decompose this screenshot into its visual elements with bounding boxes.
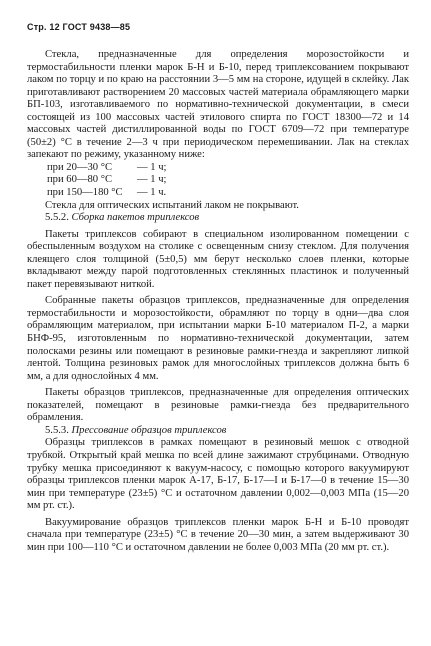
paragraph-framing: Собранные пакеты образцов триплексов, предназначенные для определения термостабильности и морозостойкости, обрамляют по торцу в одни—два слоя обрамляющим материалом, при испытании марки Б-10 материалом П-2, а марки БНФ-95, изготовленным по нормативно-технической документации, затем полосками резины или помещают в резиновые рамки-гнезда и закрепляют липкой лентой. Толщина резиновых рамок для многослойных триплексов должна быть 6 мм, а для однослойных 4 мм. [27, 295, 409, 382]
section-heading-552 [27, 212, 409, 225]
section-title: Сборка пакетов триплексов [71, 212, 200, 224]
standard-code: ГОСТ 9438—85 [62, 22, 131, 32]
bake-mode-row [47, 187, 409, 200]
bake-mode-range: при 150—180 °С [47, 187, 123, 199]
bake-mode-row [47, 174, 409, 187]
document-body [27, 49, 409, 554]
page-number: Стр. 12 [27, 22, 60, 32]
bake-mode-row [47, 162, 409, 175]
paragraph-assembly: Пакеты триплексов собирают в специальном изолированном помещении с обеспыленным воздухом на столике с освещенным снизу стеклом. Для получения клеящего слоя толщиной (5±0,5) мм берут несколько слоев пленки, которые вкладывают между парой подготовленных стеклянных пластинок и полученный пакет перевязывают ниткой. [27, 228, 409, 290]
bake-mode-list [27, 162, 409, 200]
section-heading-553 [27, 425, 409, 438]
paragraph-pressing: Образцы триплексов в рамках помещают в резиновый мешок с отводной трубкой. Открытый край мешка по всей длине зажимают струбцинами. Отводную трубку мешка присоединяют к вакуум-насосу, с помощью которого вакуумируют образцы триплексов пленки марок А-17, Б-17, Б-17—I и Б-17—0 в течение 15—30 мин при температуре (23±5) °С и остаточном давлении 0,002—0,003 МПа (15—20 мм рт. ст.). [27, 437, 409, 512]
paragraph-vacuum: Вакуумирование образцов триплексов пленки марок Б-Н и Б-10 проводят сначала при температуре (23±5) °С в течение 20—30 мин, а затем выдерживают 30 мин при 100—110 °С и остаточном давлении не более 0,003 МПа (20 мм рт. ст.). [27, 516, 409, 553]
bake-mode-range: при 20—30 °С [47, 161, 113, 173]
paragraph-optical-packets: Пакеты образцов триплексов, предназначенные для определения оптических показателей, помещают в резиновые рамки-гнезда без предварительного обрамления. [27, 387, 409, 424]
bake-mode-range: при 60—80 °С [47, 174, 113, 186]
bake-mode-duration: — 1 ч. [137, 187, 167, 199]
page-header [27, 22, 130, 32]
section-number: 5.5.3. [45, 424, 69, 436]
section-title: Прессование образцов триплексов [71, 424, 227, 436]
section-number: 5.5.2. [45, 212, 69, 224]
bake-mode-duration: — 1 ч; [137, 161, 167, 173]
paragraph-varnish: Стекла, предназначенные для определения морозостойкости и термостабильности пленки марок Б-Н и Б-10, перед триплексованием покрывают лаком по торцу и по краю на расстоянии 3—5 мм на стороне, идущей в склейку. Лак приготавливают растворением 20 массовых частей материала обрамляющего марки БП-103, изготавливаемого по нормативно-технической документации, в смеси состоящей из 100 массовых частей этилового спирта по ГОСТ 18300—72 и 14 массовых частей дистиллированной воды по ГОСТ 6709—72 при температуре (50±2) °С в течение 2—3 ч при периодическом перемешивании. Лак на стеклах запекают по режиму, указанному ниже: [27, 49, 409, 161]
paragraph-optical-glass: Стекла для оптических испытаний лаком не покрывают. [45, 199, 299, 211]
bake-mode-duration: — 1 ч; [137, 174, 167, 186]
